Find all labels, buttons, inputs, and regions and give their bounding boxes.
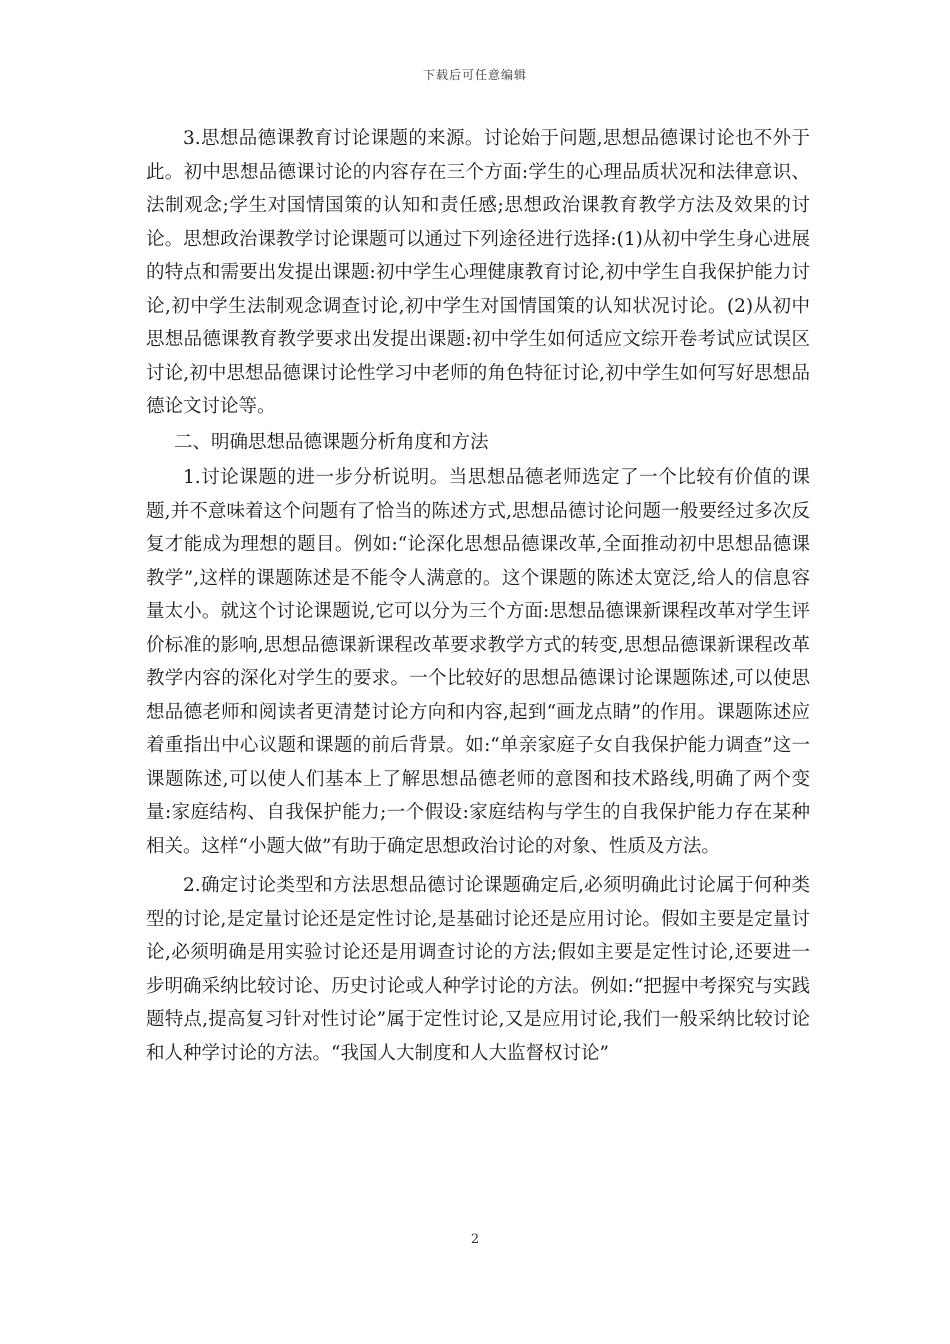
page-number: 2 (470, 1232, 480, 1247)
paragraph-research-type: 2.确定讨论类型和方法思想品德讨论课题确定后,必须明确此讨论属于何种类型的讨论,是定量讨论还是定性讨论,是基础讨论还是应用讨论。假如主要是定量讨论,必须明确是用实验讨论还是用调查讨论的方法;假如主要是定性讨论,还要进一步明确采纳比较讨论、历史讨论或人种学讨论的方法。例如:“把握中考探究与实践题特点,提高复习针对性讨论”属于定性讨论,又是应用讨论,我们一般采纳比较讨论和人种学讨论的方法。“我国人大制度和人大监督权讨论” (146, 875, 810, 1064)
paragraph-topic-analysis: 1.讨论课题的进一步分析说明。当思想品德老师选定了一个比较有价值的课题,并不意味着这个问题有了恰当的陈述方式,思想品德讨论问题一般要经过多次反复才能成为理想的题目。例如:“论深化思想品德课改革,全面推动初中思想品德课教学”,这样的课题陈述是不能令人满意的。这个课题的陈述太宽泛,给人的信息容量太小。就这个讨论课题说,它可以分为三个方面:思想品德课新课程改革对学生评价标准的影响,思想品德课新课程改革要求教学方式的转变,思想品德课新课程改革教学内容的深化对学生的要求。一个比较好的思想品德课讨论课题陈述,可以使思想品德老师和阅读者更清楚讨论方向和内容,起到“画龙点睛”的作用。课题陈述应着重指出中心议题和课题的前后背景。如:“单亲家庭子女自我保护能力调查”这一课题陈述,可以使人们基本上了解思想品德老师的意图和技术路线,明确了两个变量:家庭结构、自我保护能力;一个假设:家庭结构与学生的自我保护能力存在某种相关。这样“小题大做”有助于确定思想政治讨论的对象、性质及方法。 (146, 467, 810, 857)
page-header: 下载后可任意编辑 (422, 68, 527, 82)
section-heading: 二、明确思想品德课题分析角度和方法 (174, 431, 489, 453)
document-body (146, 122, 810, 1070)
paragraph-topic-sources: 3.思想品德课教育讨论课题的来源。讨论始于问题,思想品德课讨论也不外于此。初中思想品德课讨论的内容存在三个方面:学生的心理品质状况和法律意识、法制观念;学生对国情国策的认知和责任感;思想政治课教育教学方法及效果的讨论。思想政治课教学讨论课题可以通过下列途径进行选择:(1)从初中学生身心进展的特点和需要出发提出课题:初中学生心理健康教育讨论,初中学生自我保护能力讨论,初中学生法制观念调查讨论,初中学生对国情国策的认知状况讨论。(2)从初中思想品德课教育教学要求出发提出课题:初中学生如何适应文综开卷考试应试误区讨论,初中思想品德课讨论性学习中老师的角色特征讨论,初中学生如何写好思想品德论文讨论等。 (146, 128, 810, 417)
